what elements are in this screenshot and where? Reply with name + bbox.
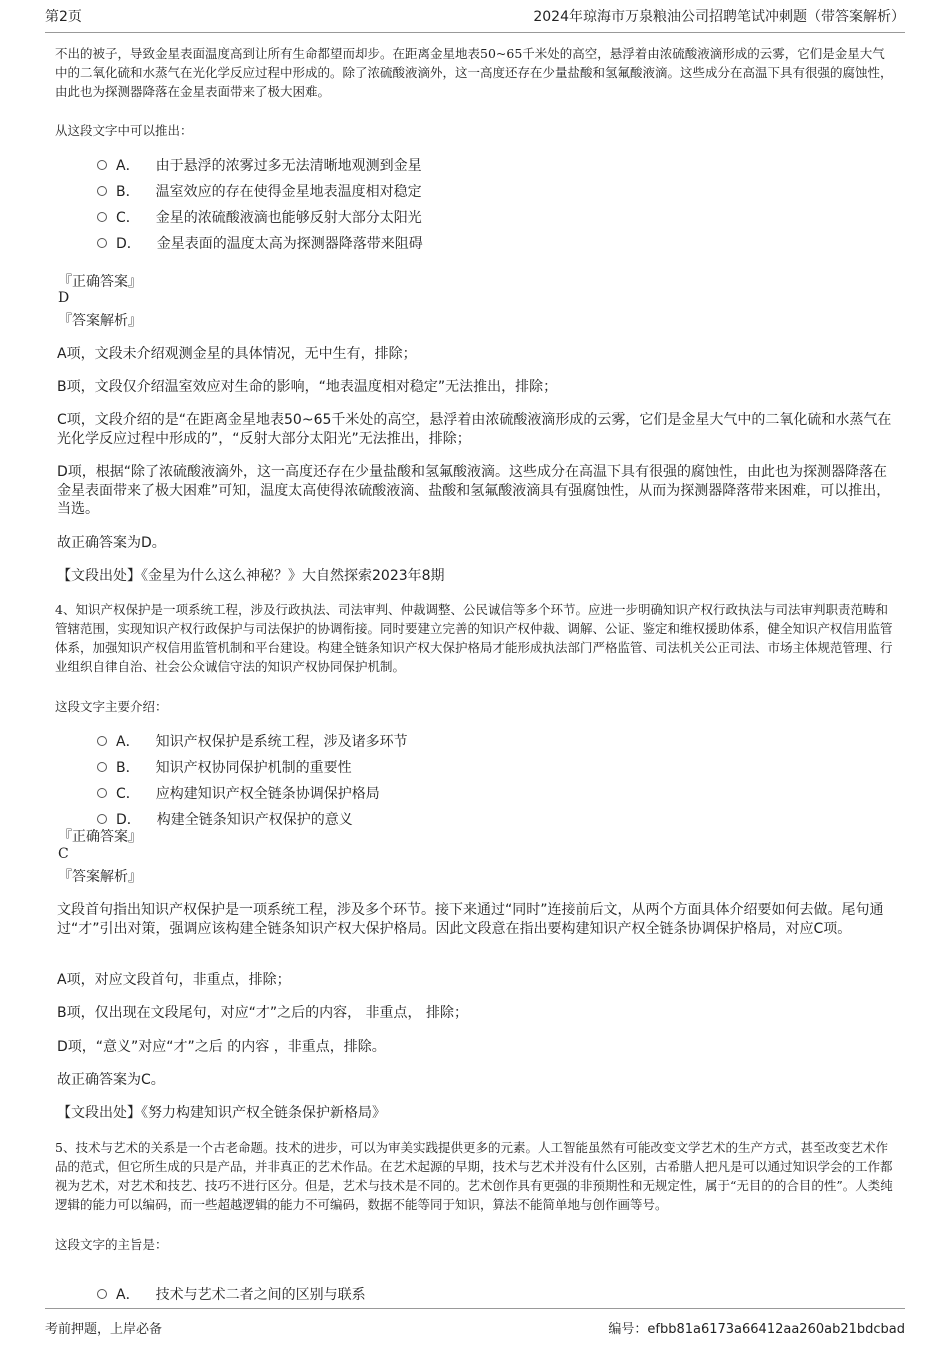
q3-analysis-c: C项，文段介绍的是“在距离金星地表50~65千米处的高空，悬浮着由浓硫酸液滴形成的云雾，它们是金星大气中的二氧化硫和水蒸气在光化学反应过程中形成的”，“反射大部分太阳光”无法推出，排除；	[57, 412, 892, 447]
document-id: 编号：efbb81a6173a66412aa260ab21bdcbad	[608, 1321, 905, 1337]
q3-option-d[interactable]: D． 金星表面的温度太高为探测器降落带来阻碍	[97, 233, 423, 253]
radio-icon[interactable]	[97, 160, 107, 170]
q5-passage: 5、技术与艺术的关系是一个古老命题。技术的进步，可以为审美实践提供更多的元素。人工智能虽然有可能改变文学艺术的生产方式，甚至改变艺术作品的范式，但它所生成的只是产品，并非真正的艺术作品。在艺术起源的早期，技术与艺术并没有什么区别，古希腊人把凡是可以通过知识学会的工作都视为艺术，对艺术和技艺、技巧不进行区分。但是，艺术与技术是不同的。艺术创作具有更强的非预期性和无规定性，属于“无目的的合目的性”。人类纯逻辑的能力可以编码，而一些超越逻辑的能力不可编码，数据不能等同于知识，算法不能简单地与创作画等号。	[55, 1140, 893, 1212]
q4-source: 【文段出处】《努力构建知识产权全链条保护新格局》	[57, 1105, 386, 1121]
radio-icon[interactable]	[97, 212, 107, 222]
q5-stem: 这段文字的主旨是：	[55, 1237, 168, 1252]
q3-analysis-label: 『答案解析』	[58, 313, 142, 329]
page-header	[45, 0, 905, 33]
q4-option-c[interactable]: C． 应构建知识产权全链条协调保护格局	[97, 783, 380, 803]
radio-icon[interactable]	[97, 186, 107, 196]
radio-icon[interactable]	[97, 814, 107, 824]
q4-option-a[interactable]: A． 知识产权保护是系统工程，涉及诸多环节	[97, 731, 408, 751]
q4-analysis-label: 『答案解析』	[58, 869, 142, 885]
q4-conclusion: 故正确答案为C。	[57, 1072, 165, 1088]
radio-icon[interactable]	[97, 1289, 107, 1299]
q4-analysis-b: B项，仅出现在文段尾句，对应“才”之后的内容， 非重点， 排除；	[57, 1005, 469, 1021]
q3-analysis-a: A项，文段未介绍观测金星的具体情况，无中生有，排除；	[57, 346, 417, 362]
q4-option-b[interactable]: B． 知识产权协同保护机制的重要性	[97, 757, 352, 777]
page-number: 第2页	[45, 9, 82, 25]
q4-stem: 这段文字主要介绍：	[55, 699, 168, 714]
q5-option-a[interactable]: A． 技术与艺术二者之间的区别与联系	[97, 1284, 366, 1304]
q3-conclusion: 故正确答案为D。	[57, 535, 166, 551]
q3-option-c[interactable]: C． 金星的浓硫酸液滴也能够反射大部分太阳光	[97, 207, 422, 227]
q3-option-b[interactable]: B． 温室效应的存在使得金星地表温度相对稳定	[97, 181, 422, 201]
radio-icon[interactable]	[97, 736, 107, 746]
q3-analysis-d: D项，根据“除了浓硫酸液滴外，这一高度还存在少量盐酸和氢氟酸液滴。这些成分在高温下具有很强的腐蚀性，由此也为探测器降落在金星表面带来了极大困难”可知，温度太高使得浓硫酸液滴、盐酸和氢氟酸液滴具有强腐蚀性，从而为探测器降落带来困难，可以推出，当选。	[57, 464, 891, 517]
radio-icon[interactable]	[97, 762, 107, 772]
q4-analysis-main: 文段首句指出知识产权保护是一项系统工程，涉及多个环节。接下来通过“同时”连接前后文，从两个方面具体介绍要如何去做。尾句通过“才”引出对策，强调应该构建全链条知识产权大保护格局。因此文段意在指出要构建知识产权全链条协调保护格局，对应C项。	[57, 902, 884, 937]
footer-slogan: 考前押题，上岸必备	[45, 1321, 163, 1337]
q3-option-a[interactable]: A． 由于悬浮的浓雾过多无法清晰地观测到金星	[97, 155, 422, 175]
page-footer	[45, 1308, 905, 1345]
radio-icon[interactable]	[97, 788, 107, 798]
q4-analysis-a: A项，对应文段首句，非重点，排除；	[57, 972, 291, 988]
q4-option-d[interactable]: D． 构建全链条知识产权保护的意义	[97, 809, 353, 829]
document-title: 2024年琼海市万泉粮油公司招聘笔试冲刺题（带答案解析）	[533, 9, 905, 25]
q4-answer: C	[58, 846, 69, 862]
q4-passage: 4、知识产权保护是一项系统工程，涉及行政执法、司法审判、仲裁调整、公民诚信等多个环节。应进一步明确知识产权行政执法与司法审判职责范畴和管辖范围，实现知识产权行政保护与司法保护的协调衔接。同时要建立完善的知识产权仲裁、调解、公证、鉴定和维权援助体系，健全知识产权信用监管体系，加强知识产权信用监管机制和平台建设。构建全链条知识产权大保护格局才能形成执法部门严格监管、司法机关公正司法、市场主体规范管理、行业组织自律自治、社会公众诚信守法的知识产权协同保护机制。	[55, 602, 893, 674]
radio-icon[interactable]	[97, 238, 107, 248]
q4-analysis-d: D项，“意义”对应“才”之后 的内容 ，非重点，排除。	[57, 1039, 386, 1055]
q3-answer: D	[58, 290, 70, 306]
q3-source: 【文段出处】《金星为什么这么神秘？》大自然探索2023年8期	[57, 568, 445, 584]
q4-answer-label: 『正确答案』	[58, 829, 142, 845]
q3-stem: 从这段文字中可以推出：	[55, 123, 193, 138]
q3-passage: 不出的被子，导致金星表面温度高到让所有生命都望而却步。在距离金星地表50~65千米处的高空，悬浮着由浓硫酸液滴形成的云雾，它们是金星大气中的二氧化硫和水蒸气在光化学反应过程中形成的。除了浓硫酸液滴外，这一高度还存在少量盐酸和氢氟酸液滴。这些成分在高温下具有很强的腐蚀性，由此也为探测器降落在金星表面带来了极大困难。	[55, 46, 893, 99]
q3-analysis-b: B项，文段仅介绍温室效应对生命的影响，“地表温度相对稳定”无法推出，排除；	[57, 379, 558, 395]
q3-answer-label: 『正确答案』	[58, 274, 142, 290]
